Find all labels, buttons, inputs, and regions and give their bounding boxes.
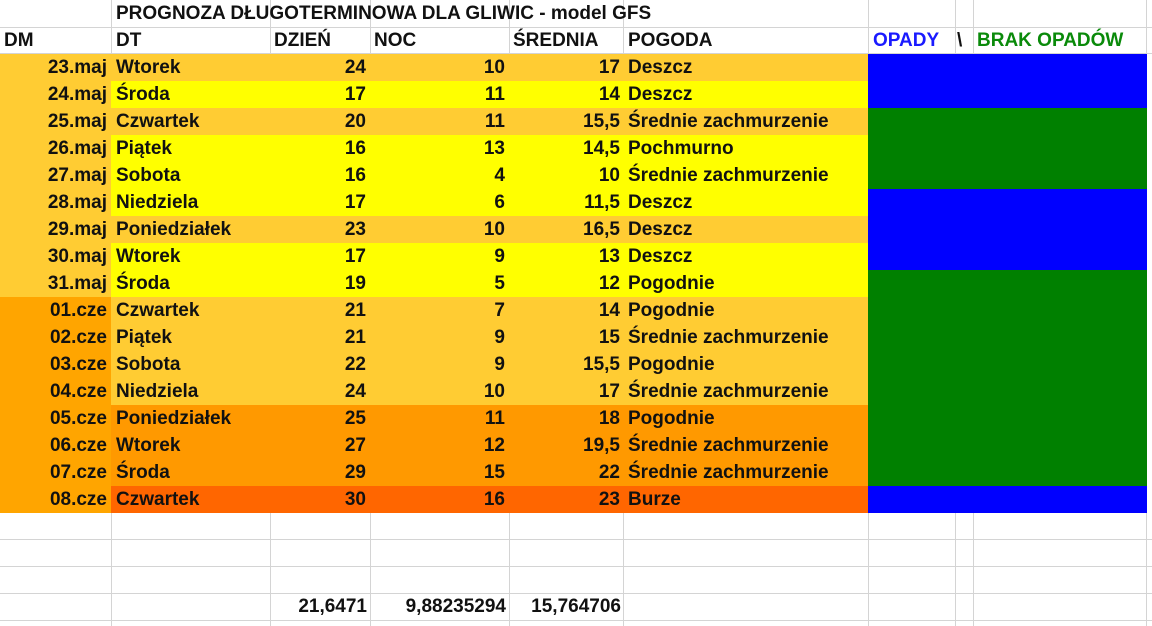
cell-night[interactable]: 5: [370, 270, 509, 297]
grid-line: [0, 539, 1152, 540]
cell-weather[interactable]: Deszcz: [623, 54, 868, 81]
cell-weather[interactable]: Średnie zachmurzenie: [623, 324, 868, 351]
cell-day[interactable]: 22: [270, 351, 370, 378]
cell-dm[interactable]: 27.maj: [0, 162, 111, 189]
cell-dm[interactable]: 08.cze: [0, 486, 111, 513]
no-precip-indicator[interactable]: [868, 297, 1147, 324]
precip-indicator[interactable]: [868, 486, 1147, 513]
cell-dm[interactable]: 24.maj: [0, 81, 111, 108]
cell-night[interactable]: 9: [370, 351, 509, 378]
cell-dm[interactable]: 31.maj: [0, 270, 111, 297]
cell-avg[interactable]: 19,5: [509, 432, 623, 459]
cell-day[interactable]: 29: [270, 459, 370, 486]
cell-dm[interactable]: 03.cze: [0, 351, 111, 378]
cell-dm[interactable]: 29.maj: [0, 216, 111, 243]
cell-dm[interactable]: 01.cze: [0, 297, 111, 324]
no-precip-indicator[interactable]: [868, 162, 1147, 189]
cell-day[interactable]: 25: [270, 405, 370, 432]
cell-avg[interactable]: 14: [509, 297, 623, 324]
cell-dt[interactable]: Sobota: [111, 351, 270, 378]
header-day[interactable]: DZIEŃ: [274, 30, 331, 51]
cell-night[interactable]: 11: [370, 405, 509, 432]
cell-night[interactable]: 9: [370, 243, 509, 270]
cell-avg[interactable]: 11,5: [509, 189, 623, 216]
header-avg[interactable]: ŚREDNIA: [513, 30, 599, 51]
cell-dm[interactable]: 30.maj: [0, 243, 111, 270]
cell-avg[interactable]: 15,5: [509, 351, 623, 378]
cell-dt[interactable]: Sobota: [111, 162, 270, 189]
no-precip-indicator[interactable]: [868, 324, 1147, 351]
cell-dm[interactable]: 07.cze: [0, 459, 111, 486]
cell-dt[interactable]: Piątek: [111, 135, 270, 162]
cell-dt[interactable]: Środa: [111, 270, 270, 297]
cell-weather[interactable]: Średnie zachmurzenie: [623, 378, 868, 405]
cell-day[interactable]: 20: [270, 108, 370, 135]
cell-weather[interactable]: Średnie zachmurzenie: [623, 162, 868, 189]
cell-weather[interactable]: Pogodnie: [623, 270, 868, 297]
cell-day[interactable]: 30: [270, 486, 370, 513]
header-dm[interactable]: DM: [4, 30, 34, 51]
no-precip-indicator[interactable]: [868, 378, 1147, 405]
cell-day[interactable]: 16: [270, 135, 370, 162]
cell-dm[interactable]: 06.cze: [0, 432, 111, 459]
cell-dt[interactable]: Wtorek: [111, 54, 270, 81]
no-precip-indicator[interactable]: [868, 432, 1147, 459]
grid-line: [0, 566, 1152, 567]
cell-avg[interactable]: 12: [509, 270, 623, 297]
cell-dm[interactable]: 23.maj: [0, 54, 111, 81]
cell-dt[interactable]: Poniedziałek: [111, 216, 270, 243]
cell-weather[interactable]: Deszcz: [623, 81, 868, 108]
cell-dm[interactable]: 05.cze: [0, 405, 111, 432]
cell-dt[interactable]: Piątek: [111, 324, 270, 351]
cell-day[interactable]: 17: [270, 243, 370, 270]
cell-dt[interactable]: Czwartek: [111, 297, 270, 324]
precip-indicator[interactable]: [868, 54, 1147, 81]
cell-dt[interactable]: Środa: [111, 459, 270, 486]
cell-night[interactable]: 4: [370, 162, 509, 189]
header-night[interactable]: NOC: [374, 30, 417, 51]
cell-dt[interactable]: Wtorek: [111, 432, 270, 459]
no-precip-indicator[interactable]: [868, 108, 1147, 135]
cell-day[interactable]: 21: [270, 297, 370, 324]
cell-night[interactable]: 7: [370, 297, 509, 324]
cell-day[interactable]: 16: [270, 162, 370, 189]
precip-indicator[interactable]: [868, 243, 1147, 270]
cell-weather[interactable]: Średnie zachmurzenie: [623, 432, 868, 459]
cell-dt[interactable]: Czwartek: [111, 486, 270, 513]
cell-weather[interactable]: Burze: [623, 486, 868, 513]
cell-dm[interactable]: 26.maj: [0, 135, 111, 162]
cell-night[interactable]: 10: [370, 54, 509, 81]
legend-no-precip[interactable]: BRAK OPADÓW: [977, 30, 1124, 51]
average-avg[interactable]: 15,764706: [531, 596, 621, 617]
cell-dt[interactable]: Czwartek: [111, 108, 270, 135]
cell-day[interactable]: 24: [270, 378, 370, 405]
cell-avg[interactable]: 23: [509, 486, 623, 513]
no-precip-indicator[interactable]: [868, 135, 1147, 162]
cell-avg[interactable]: 10: [509, 162, 623, 189]
cell-weather[interactable]: Deszcz: [623, 189, 868, 216]
cell-avg[interactable]: 13: [509, 243, 623, 270]
cell-avg[interactable]: 18: [509, 405, 623, 432]
cell-night[interactable]: 16: [370, 486, 509, 513]
cell-weather[interactable]: Pogodnie: [623, 405, 868, 432]
average-day[interactable]: 21,6471: [298, 596, 367, 617]
cell-day[interactable]: 17: [270, 81, 370, 108]
cell-avg[interactable]: 14: [509, 81, 623, 108]
cell-day[interactable]: 17: [270, 189, 370, 216]
cell-day[interactable]: 19: [270, 270, 370, 297]
cell-avg[interactable]: 22: [509, 459, 623, 486]
cell-avg[interactable]: 16,5: [509, 216, 623, 243]
cell-night[interactable]: 13: [370, 135, 509, 162]
cell-day[interactable]: 21: [270, 324, 370, 351]
average-night[interactable]: 9,88235294: [405, 596, 506, 617]
cell-night[interactable]: 11: [370, 81, 509, 108]
cell-dt[interactable]: Niedziela: [111, 189, 270, 216]
cell-night[interactable]: 15: [370, 459, 509, 486]
precip-indicator[interactable]: [868, 216, 1147, 243]
cell-night[interactable]: 12: [370, 432, 509, 459]
grid-line: [0, 620, 1152, 621]
header-weather[interactable]: POGODA: [628, 30, 713, 51]
cell-weather[interactable]: Pogodnie: [623, 297, 868, 324]
cell-day[interactable]: 27: [270, 432, 370, 459]
cell-day[interactable]: 24: [270, 54, 370, 81]
cell-night[interactable]: 10: [370, 216, 509, 243]
cell-avg[interactable]: 17: [509, 54, 623, 81]
cell-weather[interactable]: Pogodnie: [623, 351, 868, 378]
cell-dm[interactable]: 04.cze: [0, 378, 111, 405]
no-precip-indicator[interactable]: [868, 351, 1147, 378]
cell-avg[interactable]: 15: [509, 324, 623, 351]
cell-avg[interactable]: 15,5: [509, 108, 623, 135]
cell-night[interactable]: 11: [370, 108, 509, 135]
cell-dm[interactable]: 25.maj: [0, 108, 111, 135]
cell-dt[interactable]: Niedziela: [111, 378, 270, 405]
legend-separator[interactable]: \: [957, 30, 963, 51]
no-precip-indicator[interactable]: [868, 459, 1147, 486]
cell-avg[interactable]: 17: [509, 378, 623, 405]
cell-avg[interactable]: 14,5: [509, 135, 623, 162]
cell-dt[interactable]: Środa: [111, 81, 270, 108]
cell-day[interactable]: 23: [270, 216, 370, 243]
cell-night[interactable]: 10: [370, 378, 509, 405]
cell-dt[interactable]: Wtorek: [111, 243, 270, 270]
header-dt[interactable]: DT: [116, 30, 142, 51]
legend-precip[interactable]: OPADY: [873, 30, 940, 51]
no-precip-indicator[interactable]: [868, 405, 1147, 432]
cell-weather[interactable]: Deszcz: [623, 216, 868, 243]
no-precip-indicator[interactable]: [868, 270, 1147, 297]
cell-dm[interactable]: 02.cze: [0, 324, 111, 351]
cell-weather[interactable]: Średnie zachmurzenie: [623, 108, 868, 135]
cell-weather[interactable]: Deszcz: [623, 243, 868, 270]
cell-weather[interactable]: Średnie zachmurzenie: [623, 459, 868, 486]
cell-night[interactable]: 9: [370, 324, 509, 351]
cell-weather[interactable]: Pochmurno: [623, 135, 868, 162]
cell-dm[interactable]: 28.maj: [0, 189, 111, 216]
precip-indicator[interactable]: [868, 189, 1147, 216]
cell-night[interactable]: 6: [370, 189, 509, 216]
precip-indicator[interactable]: [868, 81, 1147, 108]
sheet-title[interactable]: PROGNOZA DŁUGOTERMINOWA DLA GLIWIC - model GFS: [116, 3, 652, 24]
cell-dt[interactable]: Poniedziałek: [111, 405, 270, 432]
